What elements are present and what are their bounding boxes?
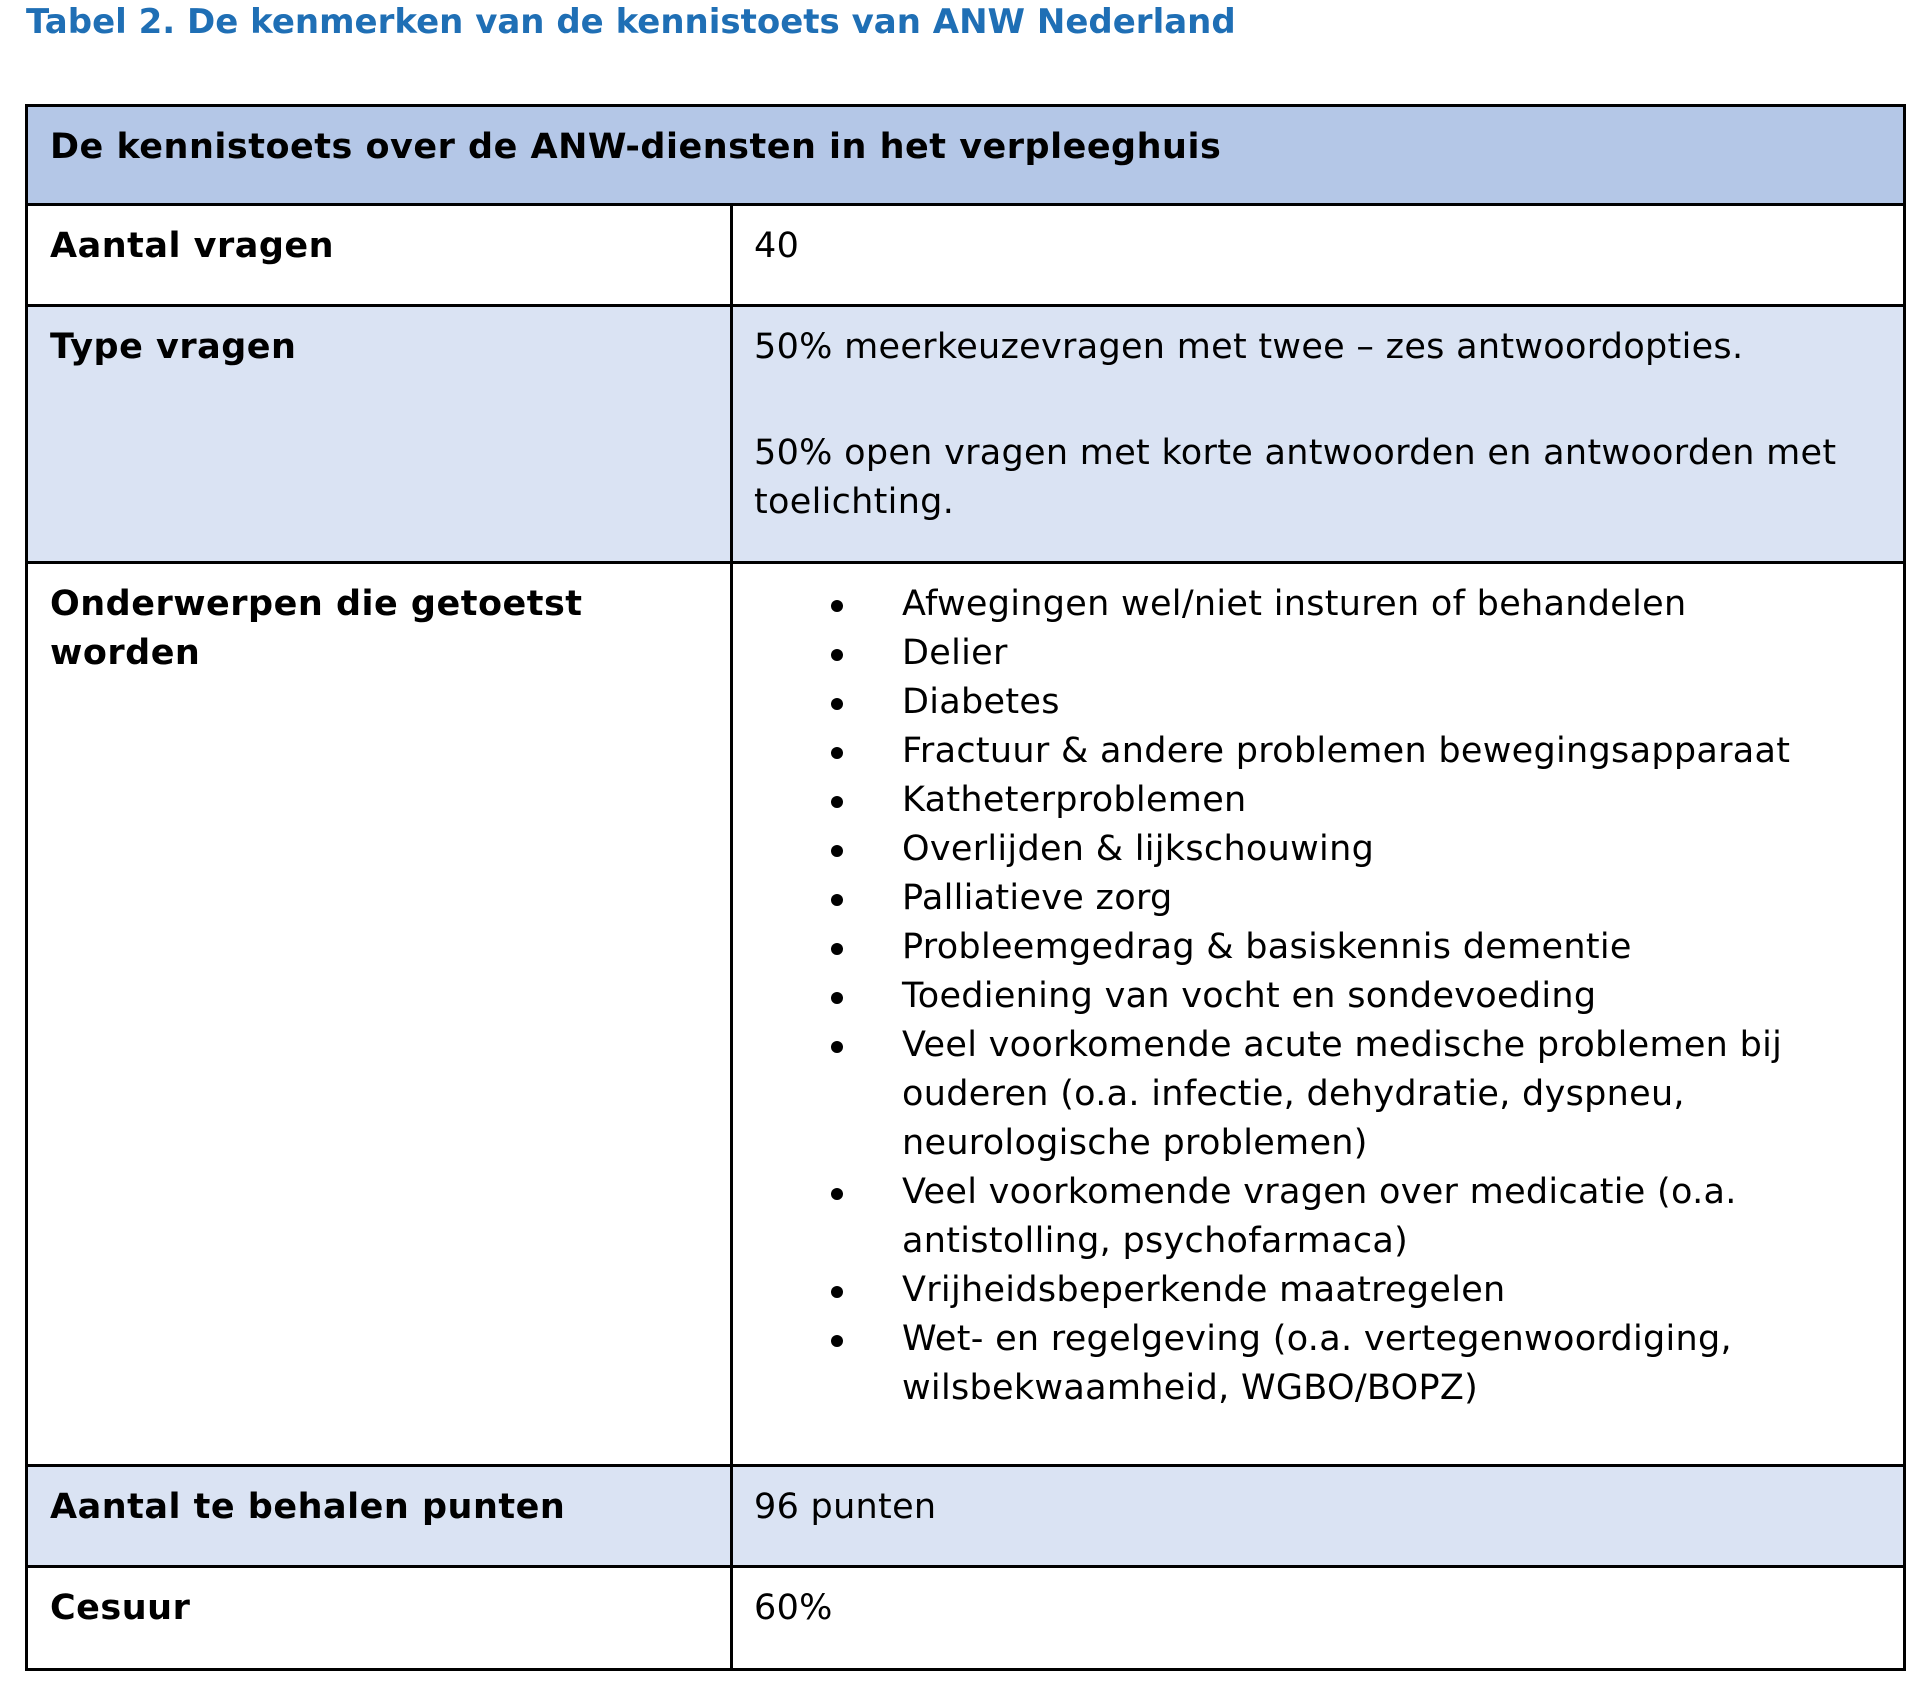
topic-text: Veel voorkomende vragen over medicatie (o.a. antistolling, psychofarmaca) bbox=[902, 1172, 1737, 1261]
topic-text: Wet- en regelgeving (o.a. vertegenwoordiging, wilsbekwaamheid, WGBO/BOPZ) bbox=[902, 1319, 1732, 1408]
bullet-icon bbox=[831, 1188, 843, 1200]
row-value-punten: 96 punten bbox=[732, 1466, 1905, 1567]
topic-list-item bbox=[754, 923, 1883, 972]
topic-text: Katheterproblemen bbox=[902, 780, 1247, 820]
table-row-cesuur bbox=[27, 1567, 1905, 1670]
bullet-icon bbox=[831, 992, 843, 1004]
row-label-type-vragen: Type vragen bbox=[27, 306, 732, 563]
table-header-cell: De kennistoets over de ANW-diensten in het verpleeghuis bbox=[27, 106, 1905, 205]
topic-list-item bbox=[754, 825, 1883, 874]
topic-text: Delier bbox=[902, 633, 1008, 673]
topic-text: Fractuur & andere problemen bewegingsapparaat bbox=[902, 731, 1791, 771]
bullet-icon bbox=[831, 649, 843, 661]
table-header-row bbox=[27, 106, 1905, 205]
topic-list-item bbox=[754, 580, 1883, 629]
topic-text: Toediening van vocht en sondevoeding bbox=[902, 976, 1597, 1016]
bullet-icon bbox=[831, 1335, 843, 1347]
bullet-icon bbox=[831, 943, 843, 955]
bullet-icon bbox=[831, 600, 843, 612]
bullet-icon bbox=[831, 845, 843, 857]
topic-list-item bbox=[754, 1266, 1883, 1315]
type-vragen-paragraph: 50% meerkeuzevragen met twee – zes antwoordopties. bbox=[754, 327, 1744, 367]
topic-list-item bbox=[754, 629, 1883, 678]
topic-text: Probleemgedrag & basiskennis dementie bbox=[902, 927, 1632, 967]
table-row-onderwerpen bbox=[27, 563, 1905, 1466]
row-label-aantal-vragen: Aantal vragen bbox=[27, 205, 732, 306]
topic-text: Diabetes bbox=[902, 682, 1060, 722]
topic-text: Overlijden & lijkschouwing bbox=[902, 829, 1375, 869]
table-caption: Tabel 2. De kenmerken van de kennistoets van ANW Nederland bbox=[26, 2, 1236, 42]
topic-list-item bbox=[754, 1315, 1883, 1413]
row-label-onderwerpen: Onderwerpen die getoetst worden bbox=[27, 563, 732, 1466]
row-value-onderwerpen bbox=[732, 563, 1905, 1466]
row-label-punten: Aantal te behalen punten bbox=[27, 1466, 732, 1567]
topic-list-item bbox=[754, 874, 1883, 923]
table-row-aantal-vragen bbox=[27, 205, 1905, 306]
topic-list-item bbox=[754, 1168, 1883, 1266]
topic-list-item bbox=[754, 776, 1883, 825]
row-value-aantal-vragen: 40 bbox=[732, 205, 1905, 306]
bullet-icon bbox=[831, 796, 843, 808]
table-row-punten bbox=[27, 1466, 1905, 1567]
topic-text: Afwegingen wel/niet insturen of behandelen bbox=[902, 584, 1687, 624]
kennistoets-table bbox=[25, 104, 1906, 1671]
type-vragen-paragraph: 50% open vragen met korte antwoorden en antwoorden met toelichting. bbox=[754, 433, 1837, 522]
topic-list-item bbox=[754, 1021, 1883, 1168]
row-label-cesuur: Cesuur bbox=[27, 1567, 732, 1670]
row-value-type-vragen bbox=[732, 306, 1905, 563]
topics-list bbox=[754, 580, 1883, 1413]
topic-text: Vrijheidsbeperkende maatregelen bbox=[902, 1270, 1506, 1310]
topic-text: Palliatieve zorg bbox=[902, 878, 1173, 918]
topic-list-item bbox=[754, 972, 1883, 1021]
bullet-icon bbox=[831, 747, 843, 759]
topic-list-item bbox=[754, 727, 1883, 776]
topic-text: Veel voorkomende acute medische problemen bij ouderen (o.a. infectie, dehydratie, dyspneu, neurologische problemen) bbox=[902, 1025, 1783, 1163]
topic-list-item bbox=[754, 678, 1883, 727]
table-row-type-vragen bbox=[27, 306, 1905, 563]
bullet-icon bbox=[831, 1041, 843, 1053]
bullet-icon bbox=[831, 698, 843, 710]
bullet-icon bbox=[831, 894, 843, 906]
bullet-icon bbox=[831, 1286, 843, 1298]
row-value-cesuur: 60% bbox=[732, 1567, 1905, 1670]
